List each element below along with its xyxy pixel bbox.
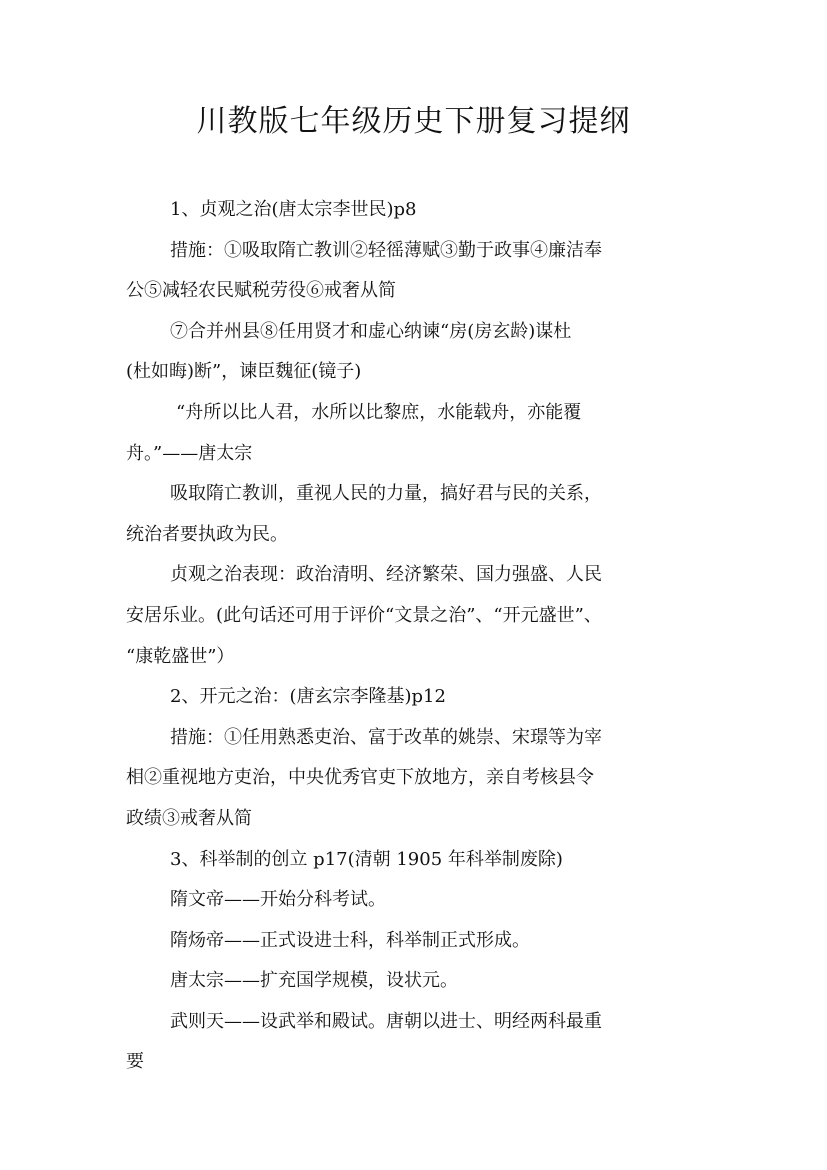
text-line: 措施：①吸取隋亡教训②轻徭薄赋③勤于政事④廉洁奉	[170, 239, 602, 261]
text-line: 武则天——设武举和殿试。唐朝以进士、明经两科最重	[170, 1010, 602, 1032]
text-line: 措施：①任用熟悉吏治、富于改革的姚崇、宋璟等为宰	[170, 726, 602, 748]
text-line: “舟所以比人君，水所以比黎庶，水能载舟，亦能覆	[176, 401, 582, 423]
text-line: 安居乐业。(此句话还可用于评价“文景之治”、“开元盛世”、	[126, 604, 602, 626]
text-line: “康乾盛世”）	[126, 645, 235, 667]
text-line: 统治者要执政为民。	[126, 523, 288, 545]
text-line: 2、开元之治：(唐玄宗李隆基)p12	[170, 686, 446, 708]
text-line: 政绩③戒奢从简	[126, 807, 252, 829]
text-line: 唐太宗——扩充国学规模，设状元。	[170, 970, 458, 992]
text-line: (杜如晦)断”，谏臣魏征(镜子)	[126, 361, 362, 383]
text-line: 贞观之治表现：政治清明、经济繁荣、国力强盛、人民	[170, 564, 602, 586]
text-line: 1、贞观之治(唐太宗李世民)p8	[170, 199, 417, 220]
text-line: 吸取隋亡教训，重视人民的力量，搞好君与民的关系，	[170, 483, 602, 505]
document-body	[126, 190, 708, 1083]
text-line: 隋炀帝——正式设进士科，科举制正式形成。	[170, 929, 530, 951]
text-line: ⑦合并州县⑧任用贤才和虚心纳谏“房(房玄龄)谋杜	[170, 320, 572, 342]
text-line: 舟。”——唐太宗	[126, 442, 253, 464]
text-line: 相②重视地方吏治，中央优秀官吏下放地方，亲自考核县令	[126, 767, 594, 789]
text-line: 要	[126, 1051, 144, 1073]
text-line: 3、科举制的创立 p17(清朝 1905 年科举制废除)	[170, 848, 563, 870]
text-line: 公⑤减轻农民赋税劳役⑥戒奢从简	[126, 280, 396, 302]
document-title: 川教版七年级历史下册复习提纲	[196, 104, 631, 139]
text-line: 隋文帝——开始分科考试。	[170, 889, 386, 911]
